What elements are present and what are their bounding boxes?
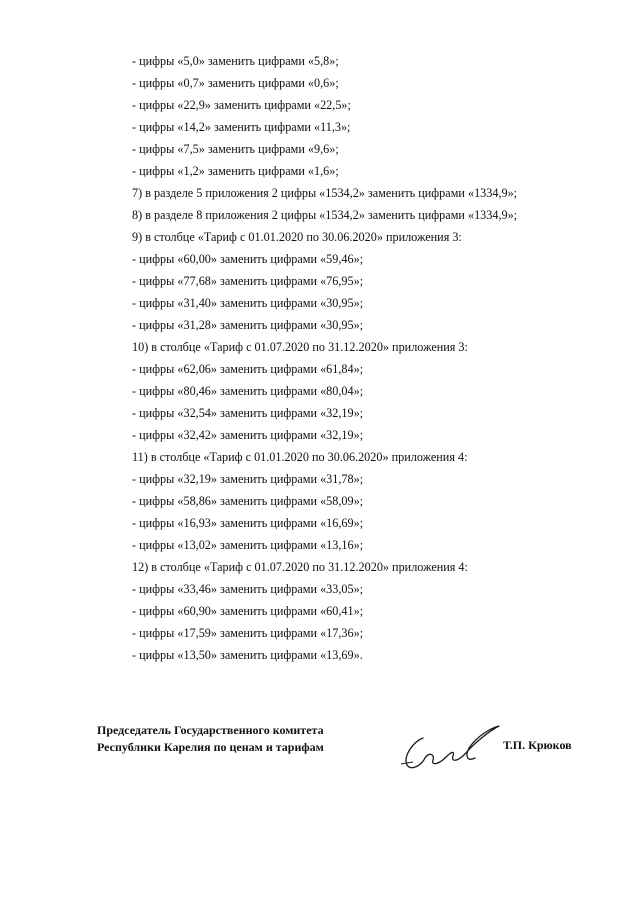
list-item: 8) в разделе 8 приложения 2 цифры «1534,2» заменить цифрами «1334,9»;: [132, 208, 518, 222]
signatory-name: Т.П. Крюков: [503, 738, 572, 752]
list-item: - цифры «60,00» заменить цифрами «59,46»;: [132, 252, 364, 266]
position-line-2: Республики Карелия по ценам и тарифам: [97, 740, 324, 754]
list-item: - цифры «13,02» заменить цифрами «13,16»;: [132, 538, 364, 552]
list-item: - цифры «32,54» заменить цифрами «32,19»;: [132, 406, 364, 420]
list-item: - цифры «0,7» заменить цифрами «0,6»;: [132, 76, 339, 90]
amendment-list: [132, 50, 602, 666]
list-item: - цифры «31,40» заменить цифрами «30,95»;: [132, 296, 364, 310]
list-item: - цифры «7,5» заменить цифрами «9,6»;: [132, 142, 339, 156]
list-item: - цифры «58,86» заменить цифрами «58,09»;: [132, 494, 364, 508]
list-item: - цифры «17,59» заменить цифрами «17,36»;: [132, 626, 364, 640]
list-item: - цифры «32,42» заменить цифрами «32,19»;: [132, 428, 364, 442]
list-item: 7) в разделе 5 приложения 2 цифры «1534,2» заменить цифрами «1334,9»;: [132, 186, 518, 200]
handwritten-signature: [395, 718, 505, 773]
list-item: 12) в столбце «Тариф с 01.07.2020 по 31.12.2020» приложения 4:: [132, 560, 468, 574]
list-item: 9) в столбце «Тариф с 01.01.2020 по 30.06.2020» приложения 3:: [132, 230, 462, 244]
list-item: - цифры «16,93» заменить цифрами «16,69»;: [132, 516, 364, 530]
list-item: - цифры «32,19» заменить цифрами «31,78»;: [132, 472, 364, 486]
position-line-1: Председатель Государственного комитета: [97, 723, 324, 737]
list-item: - цифры «77,68» заменить цифрами «76,95»;: [132, 274, 364, 288]
list-item: 10) в столбце «Тариф с 01.07.2020 по 31.12.2020» приложения 3:: [132, 340, 468, 354]
list-item: 11) в столбце «Тариф с 01.01.2020 по 30.06.2020» приложения 4:: [132, 450, 468, 464]
list-item: - цифры «14,2» заменить цифрами «11,3»;: [132, 120, 351, 134]
list-item: - цифры «22,9» заменить цифрами «22,5»;: [132, 98, 351, 112]
list-item: - цифры «13,50» заменить цифрами «13,69».: [132, 648, 363, 662]
list-item: - цифры «60,90» заменить цифрами «60,41»;: [132, 604, 364, 618]
list-item: - цифры «62,06» заменить цифрами «61,84»;: [132, 362, 364, 376]
list-item: - цифры «31,28» заменить цифрами «30,95»;: [132, 318, 364, 332]
list-item: - цифры «33,46» заменить цифрами «33,05»;: [132, 582, 364, 596]
list-item: - цифры «1,2» заменить цифрами «1,6»;: [132, 164, 339, 178]
list-item: - цифры «80,46» заменить цифрами «80,04»;: [132, 384, 364, 398]
list-item: - цифры «5,0» заменить цифрами «5,8»;: [132, 54, 339, 68]
signatory-position: [97, 722, 324, 756]
